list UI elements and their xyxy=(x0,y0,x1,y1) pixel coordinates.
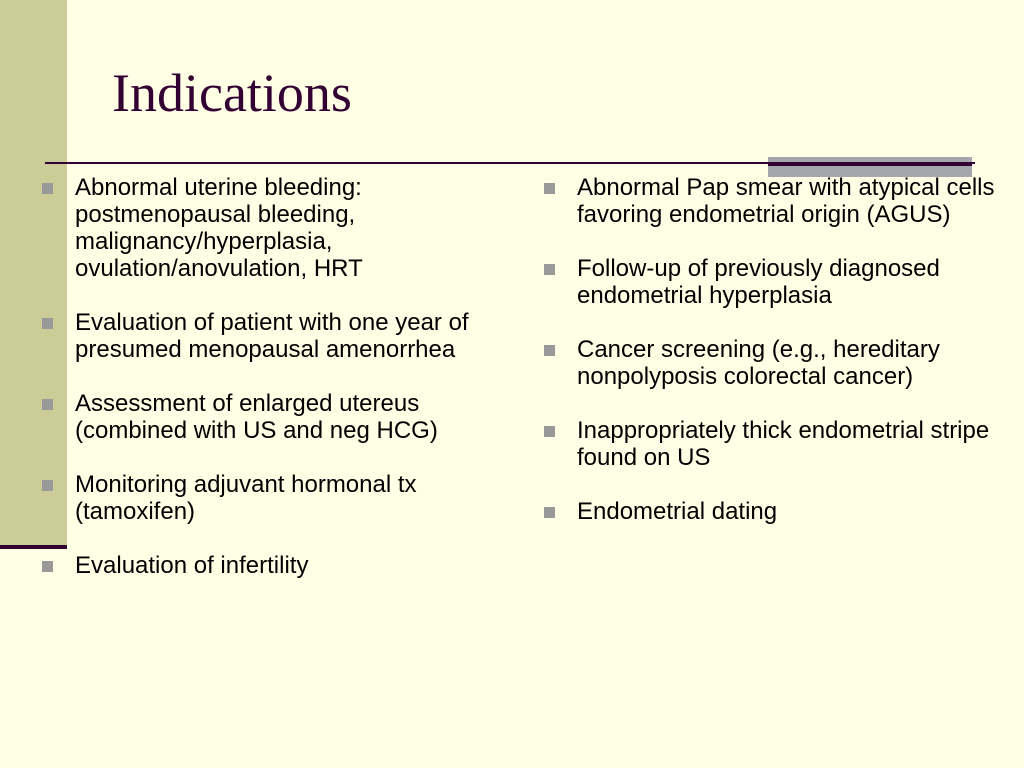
slide-title: Indications xyxy=(112,63,352,123)
square-bullet-icon xyxy=(42,318,53,329)
list-item xyxy=(40,390,490,444)
list-item xyxy=(542,174,1017,228)
square-bullet-icon xyxy=(544,507,555,518)
bullet-text: Cancer screening (e.g., hereditary nonpolyposis colorectal cancer) xyxy=(577,336,940,390)
square-bullet-icon xyxy=(544,426,555,437)
bullet-text: Monitoring adjuvant hormonal tx (tamoxifen) xyxy=(75,471,417,525)
square-bullet-icon xyxy=(544,264,555,275)
bullet-text: Evaluation of patient with one year of presumed menopausal amenorrhea xyxy=(75,309,469,363)
bullet-text: Follow-up of previously diagnosed endometrial hyperplasia xyxy=(577,255,940,309)
square-bullet-icon xyxy=(42,399,53,410)
bullet-text: Inappropriately thick endometrial stripe found on US xyxy=(577,417,990,471)
list-item xyxy=(542,417,1017,471)
square-bullet-icon xyxy=(42,480,53,491)
square-bullet-icon xyxy=(42,183,53,194)
list-item xyxy=(40,174,490,282)
list-item xyxy=(40,309,490,363)
list-item xyxy=(40,471,490,525)
square-bullet-icon xyxy=(42,561,53,572)
left-bullet-list xyxy=(40,174,490,606)
list-item xyxy=(40,552,490,579)
bullet-text: Assessment of enlarged utereus (combined with US and neg HCG) xyxy=(75,390,438,444)
bullet-text: Abnormal Pap smear with atypical cells favoring endometrial origin (AGUS) xyxy=(577,174,995,228)
bullet-text: Endometrial dating xyxy=(577,498,778,525)
list-item xyxy=(542,336,1017,390)
square-bullet-icon xyxy=(544,183,555,194)
title-accent-line xyxy=(768,164,972,166)
square-bullet-icon xyxy=(544,345,555,356)
right-bullet-list xyxy=(542,174,1017,552)
list-item xyxy=(542,498,1017,525)
bullet-text: Abnormal uterine bleeding: postmenopausal bleeding, malignancy/hyperplasia, ovulation/anovulation, HRT xyxy=(75,174,363,282)
list-item xyxy=(542,255,1017,309)
bullet-text: Evaluation of infertility xyxy=(75,552,309,579)
